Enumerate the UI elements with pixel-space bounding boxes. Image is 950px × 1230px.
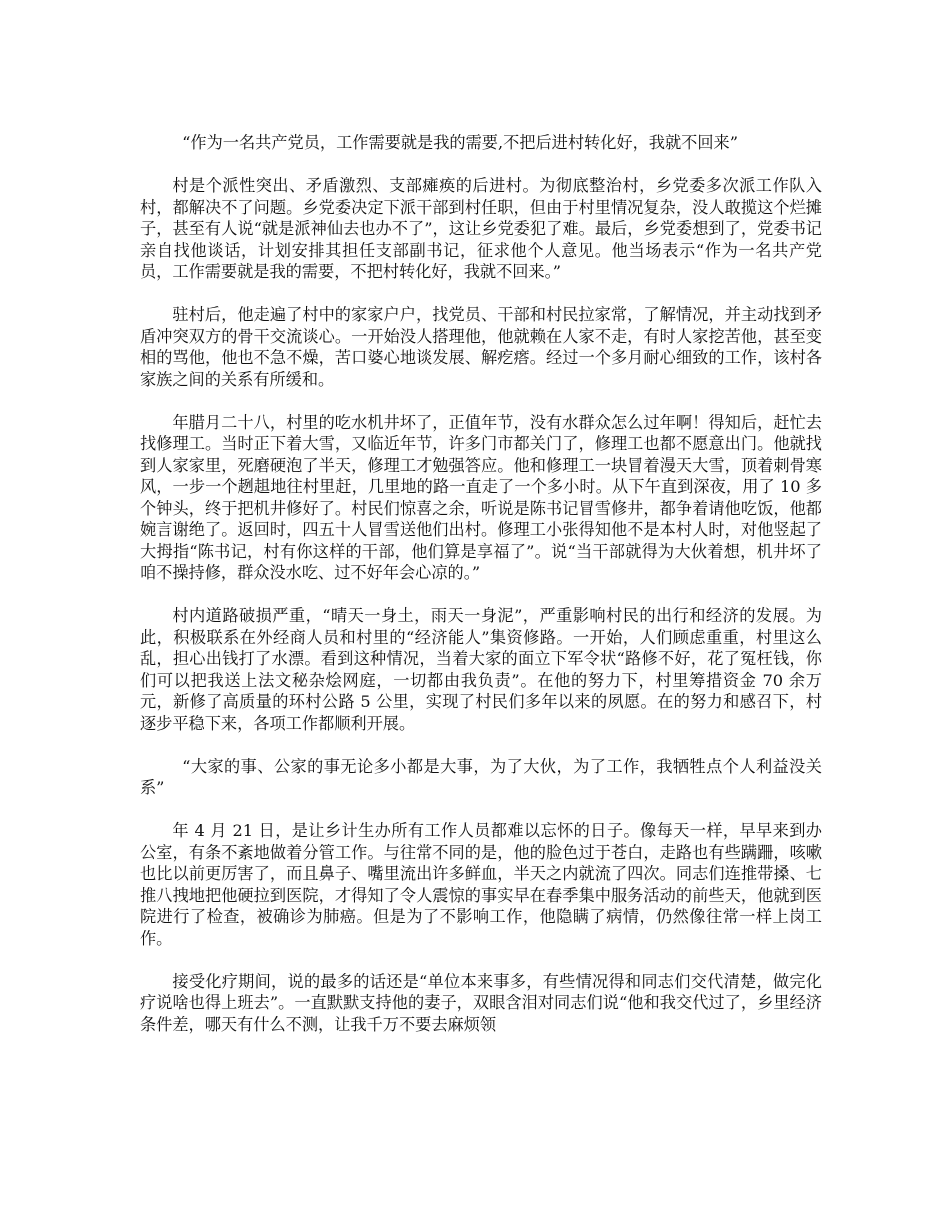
- section-heading: “大家的事、公家的事无论多小都是大事，为了大伙，为了工作，我牺牲点个人利益没关系”: [140, 756, 822, 797]
- section-heading: “作为一名共产党员，工作需要就是我的需要,不把后进村转化好，我就不回来”: [182, 133, 738, 152]
- body-paragraph: 接受化疗期间，说的最多的话还是“单位本来事多，有些情况得和同志们交代清楚，做完化疗说啥也得上班去”。一直默默支持他的妻子，双眼含泪对同志们说“他和我交代过了，乡里经济条件差，哪天有什么不测，让我千万不要去麻烦领: [140, 971, 822, 1034]
- body-paragraph: 驻村后，他走遍了村中的家家户户，找党员、干部和村民拉家常，了解情况，并主动找到矛盾冲突双方的骨干交流谈心。一开始没人搭理他，他就赖在人家不走，有时人家挖苦他，甚至变相的骂他，他也不急不燥，苦口婆心地谈发展、解疙瘩。经过一个多月耐心细致的工作，该村各家族之间的关系有所缓和。: [140, 305, 822, 389]
- body-paragraph: 村是个派性突出、矛盾激烈、支部瘫痪的后进村。为彻底整治村，乡党委多次派工作队入村，都解决不了问题。乡党委决定下派干部到村任职，但由于村里情况复杂，没人敢揽这个烂摊子，甚至有人说“就是派神仙去也办不了”，这让乡党委犯了难。最后，乡党委想到了，党委书记亲自找他谈话，计划安排其担任支部副书记，征求他个人意见。他当场表示“作为一名共产党员，工作需要就是我的需要，不把村转化好，我就不回来。”: [140, 176, 822, 281]
- body-paragraph: 村内道路破损严重，“晴天一身土，雨天一身泥”，严重影响村民的出行和经济的发展。为此，积极联系在外经商人员和村里的“经济能人”集资修路。一开始，人们顾虑重重，村里这么乱，担心出钱打了水漂。看到这种情况，当着大家的面立下军令状“路修不好，花了冤枉钱，你们可以把我送上法文秘杂烩网庭，一切都由我负责”。在他的努力下，村里筹措资金 70 余万元，新修了高质量的环村公路 5 公里，实现了村民们多年以来的夙愿。在的努力和感召下，村逐步平稳下来，各项工作都顺利开展。: [140, 606, 822, 733]
- document-page: [140, 132, 822, 1057]
- body-paragraph: 年 4 月 21 日，是让乡计生办所有工作人员都难以忘怀的日子。像每天一样，早早来到办公室，有条不紊地做着分管工作。与往常不同的是，他的脸色过于苍白，走路也有些蹒跚，咳嗽也比以前更厉害了，而且鼻子、嘴里流出许多鲜血，半天之内就流了四次。同志们连推带搡、七推八拽地把他硬拉到医院，才得知了令人震惊的事实早在春季集中服务活动的前些天，他就到医院进行了检查，被确诊为肺癌。但是为了不影响工作，他隐瞒了病情，仍然像往常一样上岗工作。: [140, 821, 822, 948]
- body-paragraph: 年腊月二十八，村里的吃水机井坏了，正值年节，没有水群众怎么过年啊！得知后，赶忙去找修理工。当时正下着大雪，又临近年节，许多门市都关门了，修理工也都不愿意出门。他就找到人家家里，死磨硬泡了半天，修理工才勉强答应。他和修理工一块冒着漫天大雪，顶着刺骨寒风，一步一个趔趄地往村里赶，几里地的路一直走了一个多小时。从下午直到深夜，用了 10 多个钟头，终于把机井修好了。村民们惊喜之余，听说是陈书记冒雪修井，都争着请他吃饭，他都婉言谢绝了。返回时，四五十人冒雪送他们出村。修理工小张得知他不是本村人时，对他竖起了大拇指“陈书记，村有你这样的干部，他们算是享福了”。说“当干部就得为大伙着想，机井坏了咱不操持修，群众没水吃、过不好年会心凉的。”: [140, 412, 822, 582]
